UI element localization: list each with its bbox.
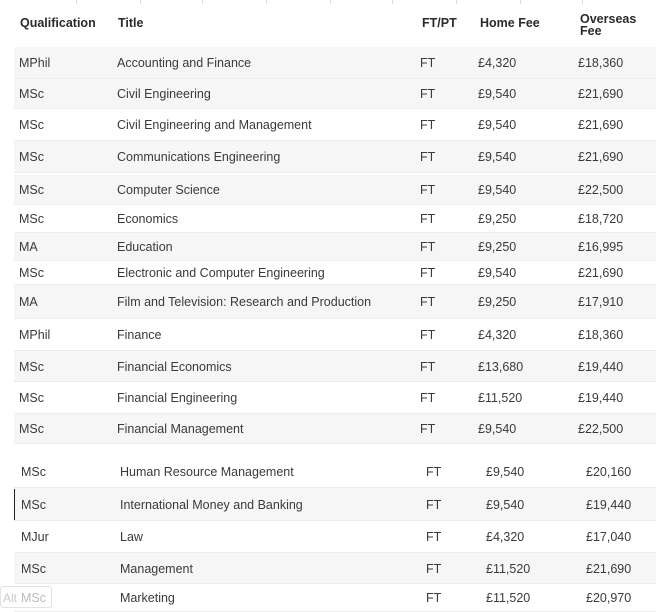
title-cell: Civil Engineering and Management [117, 118, 312, 132]
overseas-fee-cell: £19,440 [578, 391, 624, 405]
overseas-fee-cell: £16,995 [578, 240, 624, 254]
home-fee-cell: £9,540 [478, 118, 517, 132]
home-fee-cell: £11,520 [486, 562, 531, 576]
title-cell: Accounting and Finance [117, 56, 252, 70]
qualification-cell: MSc [21, 465, 46, 479]
table-row [14, 382, 656, 414]
overseas-fee-cell: £21,690 [578, 150, 624, 164]
overseas-fee-cell: £17,040 [586, 530, 632, 544]
title-cell: Financial Engineering [117, 391, 238, 405]
table-row [14, 141, 656, 173]
ftpt-cell: FT [420, 295, 436, 309]
table-row [14, 109, 656, 141]
ftpt-cell: FT [426, 465, 442, 479]
header-qualification: Qualification [20, 16, 96, 30]
block-gap [14, 446, 656, 454]
ftpt-cell: FT [420, 328, 436, 342]
ftpt-cell: FT [420, 391, 436, 405]
text-cursor [14, 489, 15, 520]
row-divider [14, 443, 656, 444]
table-row [14, 319, 656, 351]
title-cell: Marketing [120, 591, 175, 605]
qualification-cell: MA [19, 240, 38, 254]
title-cell: Finance [117, 328, 162, 342]
watermark: Alt [0, 586, 52, 608]
ftpt-cell: FT [420, 118, 436, 132]
title-cell: Civil Engineering [117, 87, 211, 101]
table-row [14, 47, 656, 79]
home-fee-cell: £13,680 [478, 360, 524, 374]
ftpt-cell: FT [420, 150, 436, 164]
qualification-cell: MA [19, 295, 38, 309]
qualification-cell: MSc [19, 212, 44, 226]
overseas-fee-cell: £18,720 [578, 212, 624, 226]
qualification-cell: MJur [21, 530, 49, 544]
title-cell: Human Resource Management [120, 465, 294, 479]
home-fee-cell: £4,320 [478, 328, 517, 342]
qualification-cell: MPhil [19, 328, 51, 342]
table-row [14, 553, 656, 584]
home-fee-cell: £9,250 [478, 295, 517, 309]
ftpt-cell: FT [420, 87, 436, 101]
overseas-fee-cell: £21,690 [578, 266, 624, 280]
home-fee-cell: £4,320 [478, 56, 517, 70]
ftpt-cell: FT [420, 360, 436, 374]
home-fee-cell: £4,320 [486, 530, 525, 544]
table-row [14, 233, 656, 261]
overseas-fee-cell: £20,160 [586, 465, 632, 479]
header-overseas-fee-line1: Overseas [580, 12, 637, 26]
home-fee-cell: £9,540 [486, 498, 525, 512]
qualification-cell: MSc [19, 150, 44, 164]
qualification-cell: MPhil [19, 56, 51, 70]
home-fee-cell: £11,520 [486, 591, 531, 605]
home-fee-cell: £9,540 [478, 183, 517, 197]
qualification-cell: MSc [21, 562, 46, 576]
ftpt-cell: FT [420, 422, 436, 436]
qualification-cell: MSc [19, 422, 44, 436]
qualification-cell: MSc [19, 266, 44, 280]
qualification-cell: MSc [19, 391, 44, 405]
title-cell: Communications Engineering [117, 150, 281, 164]
home-fee-cell: £9,540 [486, 465, 525, 479]
qualification-cell: MSc [19, 360, 44, 374]
ftpt-cell: FT [426, 562, 442, 576]
table-row [14, 175, 656, 205]
overseas-fee-cell: £19,440 [586, 498, 632, 512]
title-cell: International Money and Banking [120, 498, 303, 512]
title-cell: Financial Economics [117, 360, 232, 374]
title-cell: Film and Television: Research and Production [117, 295, 372, 309]
overseas-fee-cell: £18,360 [578, 328, 624, 342]
header-home-fee: Home Fee [480, 16, 540, 30]
ftpt-cell: FT [420, 56, 436, 70]
ftpt-cell: FT [426, 591, 442, 605]
header-title: Title [118, 16, 144, 30]
table-row [14, 205, 656, 233]
overseas-fee-cell: £21,690 [586, 562, 632, 576]
title-cell: Education [117, 240, 173, 254]
ftpt-cell: FT [420, 212, 436, 226]
table-row [14, 285, 656, 319]
header-ftpt: FT/PT [422, 16, 457, 30]
home-fee-cell: £11,520 [478, 391, 523, 405]
ftpt-cell: FT [420, 266, 436, 280]
overseas-fee-cell: £18,360 [578, 56, 624, 70]
home-fee-cell: £9,250 [478, 212, 517, 226]
title-cell: Economics [117, 212, 179, 226]
table-row [14, 261, 656, 285]
ftpt-cell: FT [420, 183, 436, 197]
table-row [14, 79, 656, 109]
overseas-fee-cell: £19,440 [578, 360, 624, 374]
overseas-fee-cell: £20,970 [586, 591, 632, 605]
home-fee-cell: £9,540 [478, 150, 517, 164]
overseas-fee-cell: £17,910 [578, 295, 624, 309]
row-divider [14, 172, 656, 173]
overseas-fee-cell: £22,500 [578, 183, 624, 197]
title-cell: Financial Management [117, 422, 244, 436]
ftpt-cell: FT [426, 530, 442, 544]
qualification-cell: MSc [19, 118, 44, 132]
overseas-fee-cell: £21,690 [578, 118, 624, 132]
header-overseas-fee-line2: Fee [580, 24, 602, 38]
home-fee-cell: £9,540 [478, 422, 517, 436]
header-overseas-fee [580, 13, 636, 37]
overseas-fee-cell: £21,690 [578, 87, 624, 101]
fee-table [14, 0, 656, 605]
qualification-cell: MSc [21, 498, 46, 512]
title-cell: Law [120, 530, 143, 544]
table-row [14, 456, 656, 488]
ftpt-cell: FT [420, 240, 436, 254]
title-cell: Electronic and Computer Engineering [117, 266, 325, 280]
table-row [14, 351, 656, 382]
overseas-fee-cell: £22,500 [578, 422, 624, 436]
title-cell: Management [120, 562, 193, 576]
table-row [14, 584, 656, 612]
table-row [14, 521, 656, 553]
home-fee-cell: £9,250 [478, 240, 517, 254]
table-row [14, 488, 656, 521]
qualification-cell: MSc [19, 183, 44, 197]
home-fee-cell: £9,540 [478, 266, 517, 280]
ftpt-cell: FT [426, 498, 442, 512]
home-fee-cell: £9,540 [478, 87, 517, 101]
title-cell: Computer Science [117, 183, 220, 197]
table-header [14, 0, 656, 44]
qualification-cell: MSc [19, 87, 44, 101]
table-row [14, 414, 656, 444]
